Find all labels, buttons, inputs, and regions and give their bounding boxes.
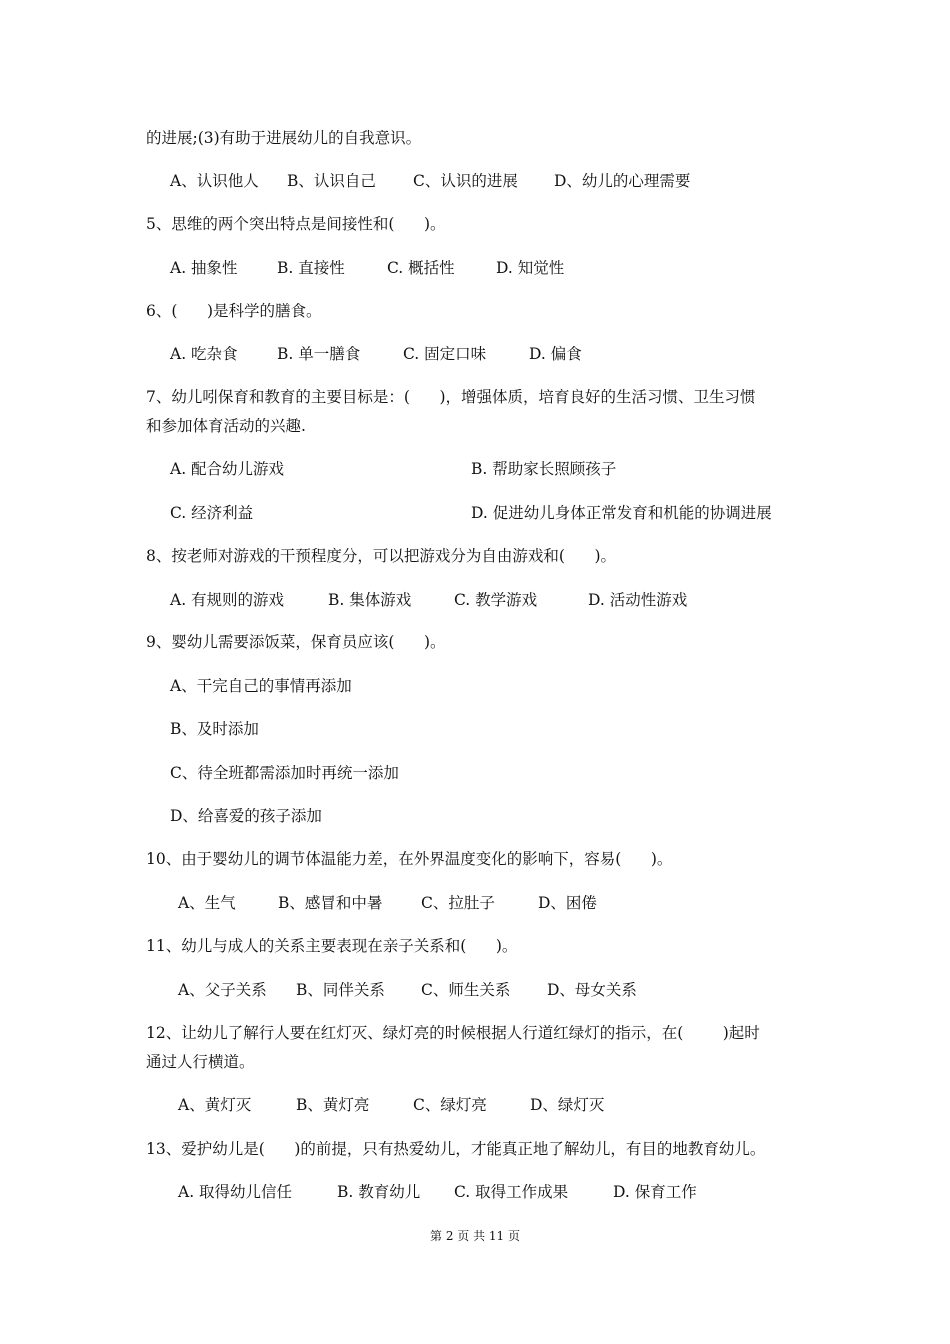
- option-q10-a: A、生气: [178, 894, 236, 912]
- question-8: 8、按老师对游戏的干预程度分，可以把游戏分为自由游戏和( )。: [146, 547, 617, 565]
- question-12-continuation: 通过人行横道。: [146, 1053, 255, 1071]
- option-q9-b: B、及时添加: [170, 720, 259, 738]
- option-q6-c: C. 固定口味: [403, 345, 487, 363]
- option-q5-b: B. 直接性: [277, 259, 345, 277]
- option-q11-d: D、母女关系: [547, 981, 637, 999]
- option-q4-a: A、认识他人: [170, 172, 259, 190]
- question-12: 12、让幼儿了解行人要在红灯灭、绿灯亮的时候根据人行道红绿灯的指示，在( )起时: [146, 1024, 760, 1042]
- option-q7-c: C. 经济利益: [170, 504, 254, 522]
- option-q5-d: D. 知觉性: [496, 259, 565, 277]
- option-q11-b: B、同伴关系: [296, 981, 385, 999]
- option-q7-d: D. 促进幼儿身体正常发育和机能的协调进展: [471, 504, 772, 522]
- option-q9-d: D、给喜爱的孩子添加: [170, 807, 322, 825]
- question-6: 6、( )是科学的膳食。: [146, 302, 322, 320]
- question-9: 9、婴幼儿需要添饭菜，保育员应该( )。: [146, 633, 446, 651]
- text-line-continuation: 的进展;(3)有助于进展幼儿的自我意识。: [146, 129, 422, 147]
- option-q13-d: D. 保育工作: [613, 1183, 697, 1201]
- question-5: 5、思维的两个突出特点是间接性和( )。: [146, 215, 446, 233]
- option-q4-c: C、认识的进展: [413, 172, 518, 190]
- option-q13-a: A. 取得幼儿信任: [178, 1183, 293, 1201]
- option-q12-d: D、绿灯灭: [530, 1096, 605, 1114]
- option-q12-b: B、黄灯亮: [296, 1096, 370, 1114]
- option-q8-c: C. 教学游戏: [454, 591, 538, 609]
- option-q4-d: D、幼儿的心理需要: [554, 172, 691, 190]
- option-q13-c: C. 取得工作成果: [454, 1183, 569, 1201]
- question-10: 10、由于婴幼儿的调节体温能力差，在外界温度变化的影响下，容易( )。: [146, 850, 673, 868]
- option-q12-c: C、绿灯亮: [413, 1096, 487, 1114]
- question-11: 11、幼儿与成人的关系主要表现在亲子关系和( )。: [146, 937, 518, 955]
- option-q7-b: B. 帮助家长照顾孩子: [471, 460, 617, 478]
- option-q10-d: D、困倦: [538, 894, 597, 912]
- option-q8-b: B. 集体游戏: [328, 591, 412, 609]
- option-q6-d: D. 偏食: [529, 345, 582, 363]
- option-q13-b: B. 教育幼儿: [337, 1183, 421, 1201]
- option-q12-a: A、黄灯灭: [178, 1096, 252, 1114]
- question-7: 7、幼儿吲保育和教育的主要目标是：( )，增强体质，培育良好的生活习惯、卫生习惯: [146, 388, 756, 406]
- question-7-continuation: 和参加体育活动的兴趣.: [146, 417, 306, 435]
- option-q9-a: A、干完自己的事情再添加: [170, 677, 352, 695]
- option-q6-b: B. 单一膳食: [277, 345, 361, 363]
- option-q11-a: A、父子关系: [178, 981, 267, 999]
- option-q11-c: C、师生关系: [421, 981, 511, 999]
- option-q8-a: A. 有规则的游戏: [170, 591, 285, 609]
- option-q8-d: D. 活动性游戏: [588, 591, 688, 609]
- option-q4-b: B、认识自己: [287, 172, 376, 190]
- option-q6-a: A. 吃杂食: [170, 345, 238, 363]
- option-q9-c: C、待全班都需添加时再统一添加: [170, 764, 399, 782]
- question-13: 13、爱护幼儿是( )的前提，只有热爱幼儿，才能真正地了解幼儿，有目的地教育幼儿。: [146, 1140, 766, 1158]
- page-footer: 第 2 页 共 11 页: [430, 1229, 520, 1243]
- option-q5-a: A. 抽象性: [170, 259, 238, 277]
- option-q10-c: C、拉肚子: [421, 894, 495, 912]
- option-q10-b: B、感冒和中暑: [278, 894, 383, 912]
- option-q7-a: A. 配合幼儿游戏: [170, 460, 285, 478]
- option-q5-c: C. 概括性: [387, 259, 455, 277]
